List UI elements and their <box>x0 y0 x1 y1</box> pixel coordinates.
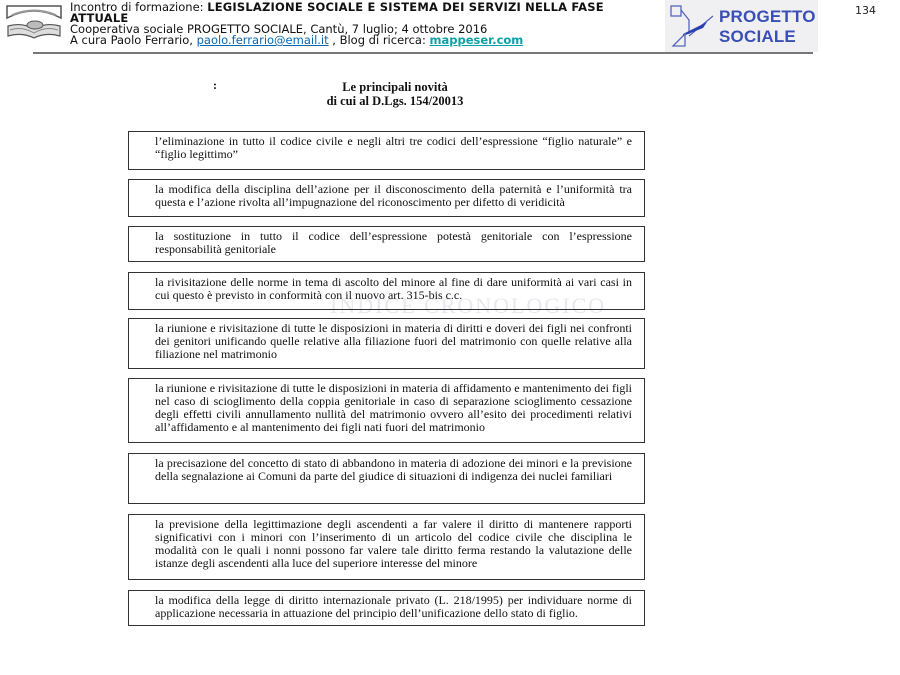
list-item: la rivisitazione delle norme in tema di ascolto del minore al fine di dare uniformità ai vari casi in cui questo è previsto in conformità con il nuovo art. 315-bis c.c. <box>128 272 645 310</box>
blog-label: , Blog di ricerca: <box>328 33 430 47</box>
email-link[interactable]: paolo.ferrario@email.it <box>196 33 329 47</box>
list-item: la previsione della legittimazione degli ascendenti a far valere il diritto di mantenere rapporti significativi con i minori con l’inserimento di un articolo del codice civile che disciplina le modalità con le quali i nonni possono far valere tale diritto ferma restando la valutazione delle istanze degli ascendenti alla luce del superiore interesse del minore <box>128 514 645 580</box>
title-line-2: di cui al D.Lgs. 154/20013 <box>326 94 464 108</box>
page-number: 134 <box>855 4 876 17</box>
list-item: la riunione e rivisitazione di tutte le disposizioni in materia di affidamento e mantenimento dei figli nel caso di scioglimento della coppia genitoriale in caso di separazione scioglimento cessazione degli effetti civili annullamento nullità del matrimonio ovvero all’esito dei procedimenti relativi all’affidamento e al mantenimento dei figli nati fuori del matrimonio <box>128 378 645 443</box>
list-item: la sostituzione in tutto il codice dell’espressione potestà genitoriale con l’espressione responsabilità genitoriale <box>128 226 645 262</box>
list-item: l’eliminazione in tutto il codice civile e negli altri tre codici dell’espressione “figlio naturale” e “figlio legittimo” <box>128 131 645 170</box>
progetto-sociale-mark-icon <box>669 4 717 50</box>
event-label: Incontro di formazione: <box>70 0 208 14</box>
blog-link[interactable]: mappeser.com <box>429 33 524 47</box>
scanned-document <box>0 60 900 675</box>
handshake-book-logo-icon <box>4 2 64 40</box>
event-title: LEGISLAZIONE SOCIALE E SISTEMA DEI SERVIZI NELLA FASE <box>207 0 604 14</box>
stray-mark: : <box>213 78 217 92</box>
list-item: la precisazione del concetto di stato di abbandono in materia di adozione dei minori e la previsione della segnalazione ai Comuni da parte del giudice di situazioni di indigenza dei nuclei familiari <box>128 453 645 504</box>
list-item: la modifica della disciplina dell’azione per il disconoscimento della paternità e l’uniformità tra questa e l’azione rivolta all’impugnazione del riconoscimento per difetto di veridicità <box>128 179 645 217</box>
title-line-1: Le principali novità <box>342 80 448 94</box>
slide-header <box>0 0 900 56</box>
curator-label: A cura Paolo Ferrario, <box>70 33 197 47</box>
progetto-sociale-logo <box>665 0 818 52</box>
logo-word-1: PROGETTO <box>719 7 816 26</box>
header-text <box>70 2 604 46</box>
watermark: INDICE CRONOLOGICO <box>330 293 607 318</box>
event-details: Cooperativa sociale PROGETTO SOCIALE, Cantù, 7 luglio; 4 ottobre 2016 <box>70 22 488 36</box>
document-title <box>300 80 490 108</box>
list-item: la riunione e rivisitazione di tutte le disposizioni in materia di diritti e doveri dei figli nei confronti dei genitori unificando quelle relative alla filiazione fuori del matrimonio con quelle relative alla filiazione nel matrimonio <box>128 318 645 369</box>
list-item: la modifica della legge di diritto internazionale privato (L. 218/1995) per individuare norme di applicazione necessaria in attuazione del principio dell’unificazione dello stato di figlio. <box>128 590 645 626</box>
event-title-cont: ATTUALE <box>70 11 129 25</box>
logo-word-2: SOCIALE <box>719 27 796 46</box>
header-divider <box>33 52 813 54</box>
